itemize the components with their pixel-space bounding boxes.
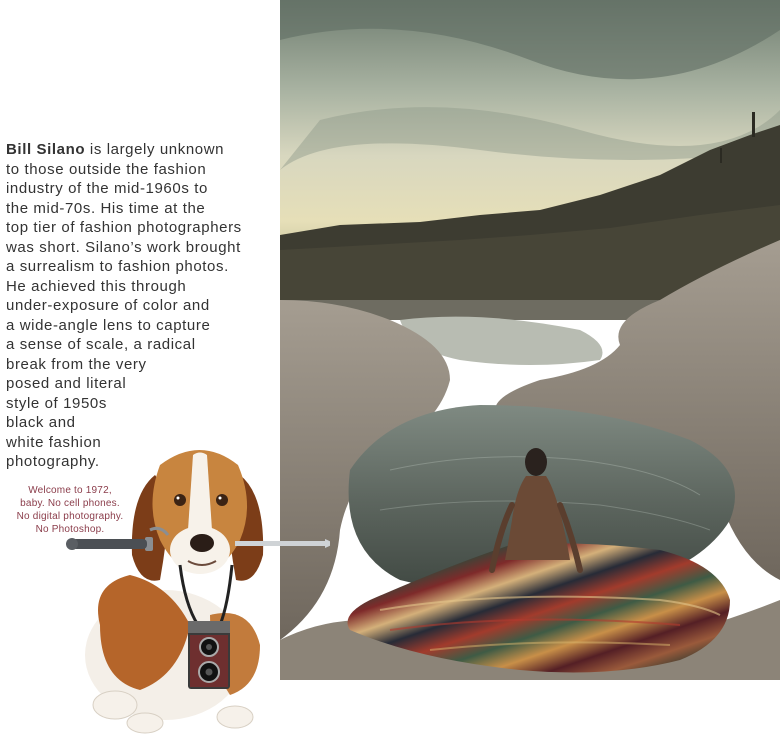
intro-line: a wide-angle lens to capture: [6, 316, 211, 334]
intro-line: style of 1950s: [6, 394, 107, 412]
intro-line: under-exposure of color and: [6, 297, 210, 314]
intro-line: He achieved this through: [6, 277, 187, 295]
intro-line: a surrealism to fashion photos.: [6, 258, 229, 275]
intro-paragraph: [6, 140, 242, 472]
camera-icon: [188, 621, 230, 689]
canyon-pool-image: [280, 0, 780, 680]
caption-line: No Photoshop.: [35, 524, 105, 535]
intro-line: Bill Silano is largely unknown: [6, 141, 225, 158]
beagle-illustration: [60, 435, 330, 735]
intro-line: top tier of fashion photographers: [6, 219, 242, 236]
intro-line: a sense of scale, a radical: [6, 336, 196, 353]
intro-line: to those outside the fashion: [6, 160, 207, 178]
intro-line: photography.: [6, 453, 100, 470]
caption-line: No digital photography.: [16, 511, 124, 522]
intro-line: black and: [6, 414, 76, 431]
caption-line: Welcome to 1972,: [28, 485, 112, 496]
intro-line: the mid-70s. His time at the: [6, 199, 206, 217]
caption-line: baby. No cell phones.: [20, 498, 120, 509]
photographer-name: Bill Silano: [6, 141, 86, 158]
intro-line: break from the very: [6, 355, 147, 373]
intro-line: was short. Silano’s work brought: [6, 238, 241, 256]
intro-line: industry of the mid-1960s to: [6, 180, 208, 197]
intro-line: white fashion: [6, 433, 102, 451]
fashion-photograph: [280, 0, 780, 680]
dagger-blade: [235, 541, 325, 546]
intro-line: posed and literal: [6, 375, 127, 392]
beagle-with-camera: [60, 435, 330, 735]
